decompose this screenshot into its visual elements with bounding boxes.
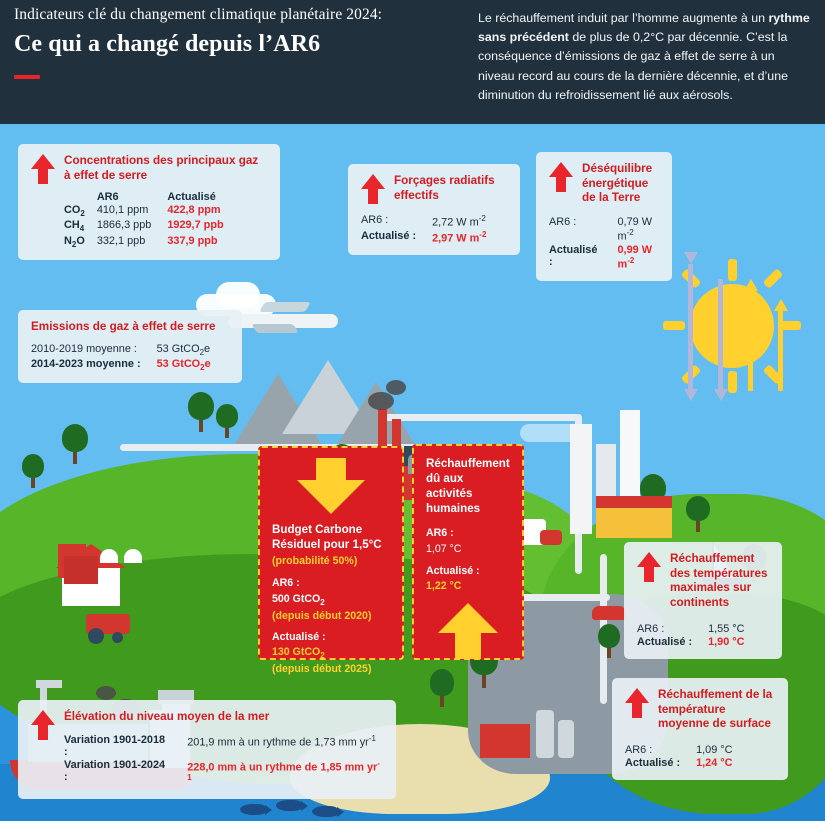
- arrow-up-icon: [637, 552, 661, 582]
- card-title: Réchauffement de la température moyenne de surface: [658, 688, 773, 731]
- tractor-wheel: [88, 628, 104, 644]
- updated-label: Actualisé :: [426, 564, 480, 577]
- arrow-up-icon: [31, 154, 55, 184]
- callout-title: Budget Carbone Résiduel pour 1,5°C: [272, 523, 382, 552]
- tree-icon: [686, 496, 710, 532]
- fish-icon: [240, 804, 266, 815]
- updated-value: 337,9 ppb: [167, 234, 218, 247]
- row-label: Variation 1901-2024 :: [64, 758, 166, 783]
- down-arrow-graphic: [272, 458, 390, 514]
- outgoing-energy-arrow-stem: [778, 311, 783, 391]
- table-row: [31, 343, 211, 358]
- row-value: 53 GtCO$_2$e: [156, 357, 211, 372]
- ar6-value: 410,1 ppm: [96, 204, 149, 217]
- updated-label: Actualisé :: [549, 243, 598, 268]
- airplane-wing: [259, 302, 311, 312]
- card-ghg-emissions: [18, 310, 242, 383]
- sun-icon: [690, 284, 774, 368]
- incoming-energy-arrow-icon: [684, 389, 698, 401]
- table-row: [549, 216, 659, 244]
- updated-label: Actualisé :: [637, 635, 693, 648]
- card-title: Déséquilibre énergétique de la Terre: [582, 162, 653, 205]
- ar6-label: AR6 :: [361, 214, 389, 226]
- table-row: [64, 204, 224, 219]
- card-sea-level: [18, 700, 396, 799]
- max-temp-table: [637, 623, 745, 649]
- arrow-up-icon: [361, 174, 385, 204]
- table-row: [64, 235, 224, 250]
- ar6-value: 1,09 °C: [696, 743, 733, 756]
- row-label: Variation 1901-2018 :: [64, 733, 166, 758]
- incoming-energy-arrow-icon: [684, 252, 698, 264]
- sea-level-table: [64, 734, 383, 789]
- table-header-row: [64, 191, 224, 204]
- header-kicker: Indicateurs clé du changement climatique planétaire 2024:: [14, 6, 383, 23]
- ar6-label: AR6 :: [272, 577, 300, 590]
- outgoing-energy-arrow-icon: [774, 299, 788, 311]
- callout-human-warming: [412, 444, 524, 660]
- row-value: 228,0 mm à un rythme de 1,85 mm $yr^{-1}$: [187, 758, 380, 783]
- arrow-up-icon: [549, 162, 573, 192]
- updated-value: 1,90 °C: [708, 635, 745, 648]
- card-title: Concentrations des principaux gaz à effet de serre: [64, 154, 259, 182]
- updated-value: 0,99 W $m^{-2}$: [617, 243, 653, 271]
- ar6-value: 500 GtCO$_2$: [272, 592, 325, 607]
- fish-icon: [276, 800, 302, 811]
- col-ar6: AR6: [96, 191, 119, 204]
- updated-note: (depuis début 2025): [272, 662, 372, 675]
- updated-value: 130 GtCO$_2$: [272, 646, 325, 661]
- sun-ray: [663, 321, 685, 330]
- card-energy-imbalance: [536, 152, 672, 281]
- incoming-energy-arrow-stem: [688, 264, 693, 389]
- tree-icon: [62, 424, 88, 464]
- storage-tank: [558, 720, 574, 758]
- road-segment: [380, 414, 580, 421]
- table-row: [625, 744, 733, 757]
- header-paragraph-part2: de plus de 0,2°C par décennie. C’est la conséquence d’émissions de gaz à effet de serre à un niveau record au cours de la dernière décennie, et d’une diminution du refroidissement lié aux aérosols.: [478, 30, 788, 102]
- card-title: Élévation du niveau moyen de la mer: [64, 710, 270, 723]
- page-header: [0, 0, 825, 124]
- ar6-value: 2,72 W $m^{-2}$: [432, 214, 486, 229]
- callout-carbon-budget: [258, 446, 404, 675]
- airplane-wing: [251, 324, 298, 333]
- row-label: 2014-2023 moyenne :: [31, 357, 141, 370]
- ar6-value: 1,07 °C: [426, 542, 462, 555]
- callout-title: Réchauffement dû aux activités humaines: [426, 457, 510, 516]
- ghg-table: [64, 191, 224, 250]
- card-title: Forçages radiatifs effectifs: [394, 174, 495, 202]
- updated-value: 2,97 W $m^{-2}$: [432, 229, 487, 245]
- table-row: [64, 734, 383, 759]
- sun-ray: [728, 259, 737, 281]
- table-row: [625, 757, 733, 770]
- updated-value: 1,22 °C: [426, 580, 462, 593]
- town-roof: [596, 496, 672, 508]
- smoke-puff: [96, 686, 116, 700]
- updated-value: 1929,7 ppb: [167, 219, 224, 232]
- tree-icon: [22, 454, 44, 488]
- card-title: Réchauffement des températures maximales sur continents: [670, 552, 768, 609]
- updated-value: 1,24 °C: [696, 756, 733, 769]
- up-arrow-graphic: [426, 603, 510, 659]
- header-rule: [14, 75, 40, 79]
- row-label: 2010-2019 moyenne :: [31, 342, 137, 355]
- storage-tank: [536, 710, 554, 758]
- table-row: [64, 219, 224, 234]
- refinery-building: [480, 724, 530, 758]
- gas-label-ch4: $CH_4$: [64, 219, 85, 234]
- tree-icon: [430, 669, 454, 707]
- town-row-buildings: [596, 506, 672, 538]
- callout-probability: (probabilité 50%): [272, 555, 358, 568]
- truck-cab: [540, 530, 562, 545]
- ar6-label: AR6 :: [625, 743, 653, 756]
- barn-side: [64, 556, 98, 584]
- smoke-puff: [386, 380, 406, 395]
- ar6-label: AR6 :: [637, 622, 665, 635]
- ar6-label: AR6 :: [549, 215, 577, 228]
- energy-imbalance-table: [549, 216, 659, 271]
- header-paragraph: [478, 9, 814, 105]
- table-row: [361, 230, 486, 246]
- updated-value: 422,8 ppm: [167, 204, 221, 217]
- card-title: Emissions de gaz à effet de serre: [31, 320, 216, 333]
- outgoing-energy-arrow-stem: [748, 291, 753, 391]
- ar6-value: 332,1 ppb: [96, 234, 146, 247]
- header-paragraph-part1: Le réchauffement induit par l’homme augmente à un: [478, 11, 769, 25]
- incoming-energy-arrow-stem: [718, 279, 723, 389]
- arrow-up-icon: [625, 688, 649, 718]
- ar6-note: (depuis début 2020): [272, 609, 372, 622]
- row-value: 201,9 mm à un rythme de 1,73 mm $yr^{-1}$: [187, 733, 376, 749]
- fish-icon: [312, 806, 338, 817]
- tree-icon: [598, 624, 620, 658]
- ship-crane-arm: [36, 680, 62, 688]
- arrow-up-icon: [31, 710, 55, 740]
- ar6-value: 1866,3 ppb: [96, 219, 152, 232]
- table-row: [549, 244, 659, 272]
- ar6-label: AR6 :: [426, 527, 454, 540]
- card-max-temp-land: [624, 542, 782, 659]
- tree-icon: [216, 404, 238, 438]
- smoke-puff: [368, 392, 394, 410]
- col-updated: Actualisé: [167, 191, 216, 204]
- table-row: [64, 759, 383, 789]
- ar6-value: 0,79 W $m^{-2}$: [617, 215, 653, 243]
- card-radiative-forcing: [348, 164, 520, 255]
- tractor-wheel: [112, 632, 123, 643]
- card-ghg-concentrations: [18, 144, 280, 260]
- surface-temp-table: [625, 744, 733, 770]
- radiative-forcing-table: [361, 214, 486, 245]
- table-row: [637, 636, 745, 649]
- table-row: [361, 214, 486, 230]
- tree-icon: [188, 392, 214, 432]
- sun-ray: [728, 371, 737, 393]
- table-row: [637, 623, 745, 636]
- page-title: Ce qui a changé depuis l’AR6: [14, 31, 321, 57]
- cow-icon: [124, 549, 142, 563]
- cloud-shape: [216, 282, 260, 308]
- row-value: 53 GtCO$_2$e: [156, 342, 211, 357]
- building-shape: [570, 424, 592, 534]
- infographic-scene: [0, 124, 825, 821]
- gas-label-n2o: $N_2O$: [64, 234, 85, 249]
- ar6-value: 1,55 °C: [708, 622, 745, 635]
- updated-label: Actualisé :: [272, 630, 326, 643]
- updated-label: Actualisé :: [625, 756, 681, 769]
- car-icon: [592, 606, 626, 620]
- incoming-energy-arrow-icon: [714, 389, 728, 401]
- cow-icon: [100, 549, 118, 563]
- card-surface-temp: [612, 678, 788, 780]
- header-paragraph-bold: rythme sans précédent: [478, 11, 810, 45]
- updated-label: Actualisé :: [361, 229, 417, 242]
- outgoing-energy-arrow-icon: [744, 279, 758, 291]
- header-left-block: [14, 6, 466, 79]
- table-row: [31, 358, 211, 373]
- ghg-emissions-table: [31, 343, 211, 373]
- gas-label-co2: $CO_2$: [64, 204, 85, 219]
